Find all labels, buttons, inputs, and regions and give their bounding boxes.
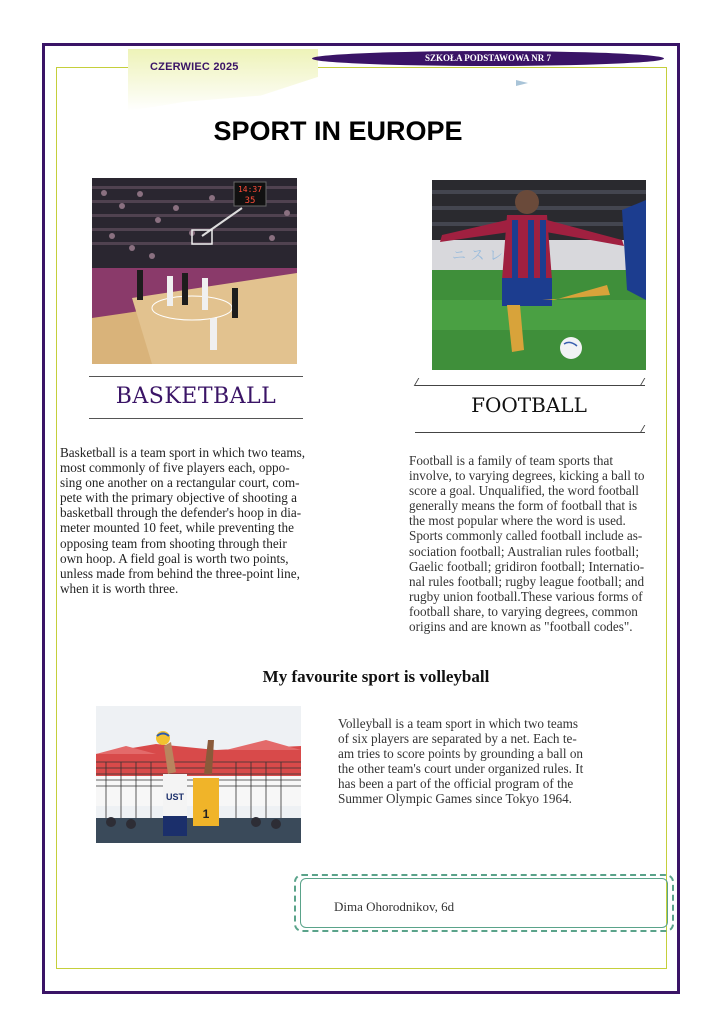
- basketball-paragraph: Basketball is a team sport in which two teams, most commonly of five players each, oppo- sing one another on a rectangular court, com- pete with the primary objective of shooting a basketball through the defender's hoop in dia- meter mounted 10 feet, while preventing the opposing team from shooting through their own hoop. A field goal is worth two points, unless made from behind the three-point line, when it is worth three.: [60, 445, 306, 596]
- jersey-right-number: 1: [202, 807, 210, 821]
- football-paragraph: Football is a family of team sports that involve, to varying degrees, kicking a ball to score a goal. Unqualified, the word football generally means the form of football that is the most popular where the word is used. Sports commonly called football include as- sociation football; Australian rules football; Gaelic football; gridiron football; Internatio- nal rules football; rugby league football; and rugby union football.These various forms of football share, to varying degrees, common origins and are known as "football codes".: [409, 453, 645, 635]
- arrow-icon: [516, 80, 528, 86]
- page-title: SPORT IN EUROPE: [213, 116, 463, 146]
- issue-date: CZERWIEC 2025: [150, 61, 239, 73]
- scoreboard-score: 35: [244, 196, 256, 206]
- volleyball-paragraph: Volleyball is a team sport in which two teams of six players are separated by a net. Each te- am tries to score points by grounding a ball on the other team's court under organized rules. It has been a part of the official program of the Summer Olympic Games since Tokyo 1964.: [338, 716, 584, 807]
- basketball-photo: [92, 178, 297, 364]
- scoreboard-time: 14:37: [237, 185, 263, 194]
- football-heading: FOOTBALL: [471, 393, 587, 417]
- jersey-left-label: UST: [166, 792, 184, 802]
- volleyball-photo: [96, 706, 301, 843]
- football-photo: [432, 180, 646, 370]
- favourite-sport-heading: My favourite sport is volleyball: [262, 667, 490, 686]
- basketball-rule-top: [89, 376, 303, 377]
- basketball-rule-bottom: [89, 418, 303, 419]
- school-name: SZKOŁA PODSTAWOWA NR 7: [424, 53, 552, 63]
- football-rule-bottom: [415, 432, 645, 433]
- football-rule-top: [415, 385, 645, 386]
- basketball-heading: BASKETBALL: [115, 384, 277, 409]
- svg-text:ニ ス レ: ニ ス レ: [452, 248, 503, 264]
- author-name: Dima Ohorodnikov, 6d: [334, 899, 455, 914]
